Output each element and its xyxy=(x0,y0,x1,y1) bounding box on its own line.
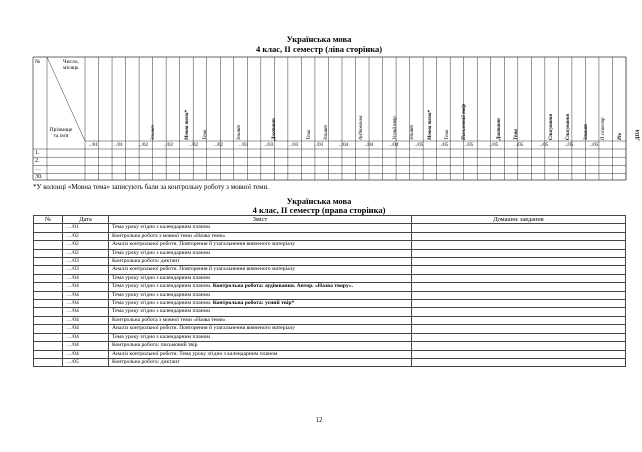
lesson-row xyxy=(34,232,626,240)
control-work: Контрольна робота: аудіювання. Автор. «Назва твору». xyxy=(212,283,354,290)
header-content: Зміст xyxy=(109,216,412,224)
lesson-homework xyxy=(412,342,626,350)
lesson-homework xyxy=(412,308,626,316)
lesson-row xyxy=(34,300,626,308)
control-work: Контрольна робота: усний твір* xyxy=(212,300,295,307)
lesson-content: Контрольна робота з мовної теми «Назва теми» xyxy=(109,316,412,324)
lesson-number xyxy=(34,224,63,232)
lesson-row xyxy=(34,266,626,274)
lesson-row xyxy=(34,291,626,299)
lesson-date: …/04 xyxy=(63,274,109,282)
date-cell: ../02 xyxy=(214,142,224,148)
lesson-date: …/04 xyxy=(63,308,109,316)
column-header: Зошит xyxy=(323,125,329,140)
lesson-content xyxy=(109,300,412,308)
lesson-number xyxy=(34,308,63,316)
lesson-number xyxy=(34,232,63,240)
lesson-homework xyxy=(412,358,626,366)
lesson-content: Контрольна робота: диктант xyxy=(109,358,412,366)
lesson-content: Тема уроку згідно з календарним планом xyxy=(109,249,412,257)
lesson-date: …/03 xyxy=(63,266,109,274)
column-header: Списування xyxy=(548,113,554,140)
lesson-date: …/04 xyxy=(63,325,109,333)
lesson-homework xyxy=(412,333,626,341)
lesson-date: …/04 xyxy=(63,350,109,358)
lesson-date: …/05 xyxy=(63,358,109,366)
lesson-homework xyxy=(412,274,626,282)
lesson-row xyxy=(34,325,626,333)
date-cell: ../05 xyxy=(564,142,574,148)
lesson-row xyxy=(34,274,626,282)
lessons-table xyxy=(33,215,626,367)
column-header: Мовна тема* xyxy=(185,110,191,140)
row-number: 30. xyxy=(35,174,43,181)
lesson-number xyxy=(34,291,63,299)
column-header: Зошит xyxy=(410,125,416,140)
lesson-row xyxy=(34,350,626,358)
lesson-content: Аналіз контрольної роботи. Повторення й узагальнення вивченого матеріалу xyxy=(109,325,412,333)
date-cell: ../05 xyxy=(589,142,599,148)
column-header: Списування xyxy=(566,113,572,140)
date-cell: ../05 xyxy=(539,142,549,148)
lesson-row xyxy=(34,358,626,366)
lesson-content: Тема уроку згідно з календарним планом xyxy=(109,291,412,299)
lesson-homework xyxy=(412,249,626,257)
lesson-homework xyxy=(412,350,626,358)
lesson-number xyxy=(34,300,63,308)
date-cell: ../05 xyxy=(514,142,524,148)
lesson-homework xyxy=(412,241,626,249)
lesson-row xyxy=(34,241,626,249)
lesson-date: …/04 xyxy=(63,291,109,299)
lesson-number xyxy=(34,249,63,257)
bottom-subtitle: 4 клас, II семестр (права сторінка) xyxy=(252,205,386,215)
date-cell: ../04 xyxy=(389,142,399,148)
date-cell: ../04 xyxy=(364,142,374,148)
lesson-row xyxy=(34,308,626,316)
lesson-content: Тема уроку згідно з календарним планом xyxy=(109,274,412,282)
date-cell: ../05 xyxy=(489,142,499,148)
lesson-content: Аналіз контрольної роботи. Повторення й узагальнення вивченого матеріалу xyxy=(109,266,412,274)
lesson-number xyxy=(34,258,63,266)
date-cell: ../03 xyxy=(314,142,324,148)
row-number: 2. xyxy=(35,157,40,164)
lesson-content xyxy=(109,283,412,291)
lesson-content: Контрольна робота з мовної теми «Назва теми» xyxy=(109,232,412,240)
lesson-topic: Тема уроку згідно з календарним планом. xyxy=(112,300,213,307)
lesson-row xyxy=(34,258,626,266)
lesson-number xyxy=(34,325,63,333)
lesson-content: Аналіз контрольної роботи. Тема уроку згідно з календарним планом xyxy=(109,350,412,358)
column-header: Усний твір xyxy=(393,116,399,140)
header-no: № xyxy=(35,59,41,65)
lesson-content: Тема уроку згідно з календарним планом xyxy=(109,333,412,341)
lesson-date: …/04 xyxy=(63,333,109,341)
column-header: Письмовий твір xyxy=(462,103,468,140)
date-cell: ../02 xyxy=(164,142,173,148)
lesson-date: …/02 xyxy=(63,241,109,249)
date-cell: ../03 xyxy=(239,142,249,148)
date-cell: ../02 xyxy=(139,142,148,148)
lesson-row xyxy=(34,342,626,350)
lesson-date: …/04 xyxy=(63,300,109,308)
lesson-date: …/01 xyxy=(63,224,109,232)
lesson-homework xyxy=(412,258,626,266)
date-cell: ../04 xyxy=(339,142,349,148)
lesson-homework xyxy=(412,283,626,291)
column-header: Тема xyxy=(306,129,312,140)
lesson-row xyxy=(34,249,626,257)
lesson-homework xyxy=(412,316,626,324)
lesson-date: …/02 xyxy=(63,249,109,257)
date-cell: ../03 xyxy=(289,142,299,148)
column-header: ДПА xyxy=(635,129,641,140)
row-number: … xyxy=(35,165,41,172)
lesson-homework xyxy=(412,266,626,274)
lesson-topic: Тема уроку згідно з календарним планом. xyxy=(112,283,213,290)
column-header: II семестр xyxy=(600,117,606,140)
lesson-number xyxy=(34,266,63,274)
column-header: Аудіювання xyxy=(358,115,364,140)
lesson-row xyxy=(34,333,626,341)
date-cell: ../03 xyxy=(264,142,274,148)
date-cell: ../05 xyxy=(439,142,449,148)
top-subtitle: 4 клас, II семестр (ліва сторінка) xyxy=(255,44,383,54)
lesson-content: Тема уроку згідно з календарним планом xyxy=(109,224,412,232)
lesson-number xyxy=(34,342,63,350)
lesson-homework xyxy=(412,232,626,240)
lesson-number xyxy=(34,333,63,341)
header-date: Дата xyxy=(63,216,109,224)
lesson-date: …/04 xyxy=(63,316,109,324)
lessons-header-row xyxy=(34,216,626,224)
column-header: Зошит xyxy=(237,125,243,140)
column-header: Тема xyxy=(445,129,451,140)
date-cell: ../02 xyxy=(189,142,199,148)
column-header: Диктант xyxy=(497,118,503,140)
top-title: Українська мова xyxy=(286,34,352,44)
lesson-number xyxy=(34,274,63,282)
row-number: 1. xyxy=(35,149,40,156)
lesson-date: …/04 xyxy=(63,342,109,350)
column-header: Рік xyxy=(618,133,624,140)
lesson-date: …/02 xyxy=(63,232,109,240)
lesson-content: Аналіз контрольної роботи. Повторення й узагальнення вивченого матеріалу xyxy=(109,241,412,249)
page-number: 12 xyxy=(315,416,323,424)
grid-lines xyxy=(33,57,626,180)
lesson-number xyxy=(34,350,63,358)
column-header: Мовна тема* xyxy=(427,110,433,140)
grade-grid xyxy=(33,57,641,181)
column-header: Тема xyxy=(514,129,520,140)
header-date: Число, місяць xyxy=(63,59,79,71)
header-homework: Домашнє завдання xyxy=(412,216,626,224)
column-header: Тема xyxy=(202,129,208,140)
date-cell: ../05 xyxy=(464,142,474,148)
date-cell: ../01 xyxy=(89,142,98,148)
date-cell: ../01 xyxy=(114,142,123,148)
column-header: Зошит xyxy=(150,125,156,140)
lesson-row xyxy=(34,316,626,324)
footnote: *У колонці «Мовна тема» записують бали за контрольну роботу з мовної теми. xyxy=(33,183,269,191)
lesson-number xyxy=(34,283,63,291)
lesson-content: Контрольна робота: письмовий твір xyxy=(109,342,412,350)
lesson-content: Контрольна робота: диктант xyxy=(109,258,412,266)
lesson-number xyxy=(34,241,63,249)
lesson-homework xyxy=(412,224,626,232)
column-header: Зошит xyxy=(583,124,589,140)
column-header: Диктант xyxy=(272,118,277,140)
lesson-number xyxy=(34,358,63,366)
header-number: № xyxy=(34,216,63,224)
lesson-date: …/04 xyxy=(63,283,109,291)
lesson-homework xyxy=(412,300,626,308)
header-name: Прізвище та ім'я xyxy=(49,127,73,139)
lesson-date: …/03 xyxy=(63,258,109,266)
lesson-row xyxy=(34,283,626,291)
date-cell: ../05 xyxy=(414,142,424,148)
lesson-homework xyxy=(412,325,626,333)
lesson-content: Тема уроку згідно з календарним планом xyxy=(109,308,412,316)
lesson-row xyxy=(34,224,626,232)
bottom-title: Українська мова xyxy=(286,196,352,206)
lesson-number xyxy=(34,316,63,324)
lesson-homework xyxy=(412,291,626,299)
